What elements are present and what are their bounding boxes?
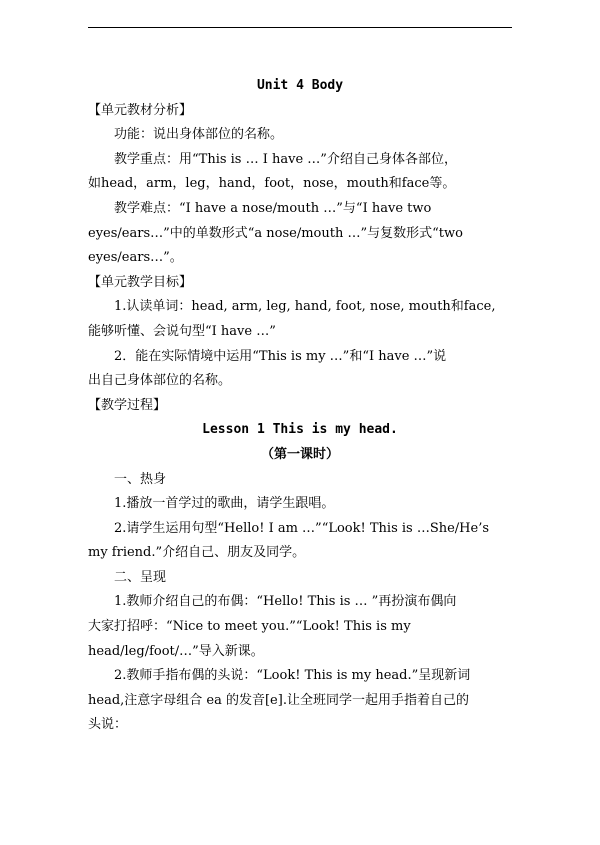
present-step-2-line-1: 2.教师手指布偶的头说：“Look! This is my head.”呈现新词 bbox=[114, 668, 471, 684]
present-step-2-line-3: 头说： bbox=[88, 717, 128, 733]
present-step-1-line-1: 1.教师介绍自己的布偶：“Hello! This is … ”再扮演布偶向 bbox=[114, 594, 457, 610]
section-heading-analysis: 【单元教材分析】 bbox=[88, 102, 193, 118]
warmup-step-1: 1.播放一首学过的歌曲，请学生跟唱。 bbox=[114, 496, 335, 512]
goal-1-line-1: 1.认读单词：head, arm, leg, hand, foot, nose, mouth和face, bbox=[114, 299, 496, 315]
difficulty-line-1: 教学难点：“I have a nose/mouth …”与“I have two bbox=[114, 200, 432, 216]
goal-2-line-2: 出自己身体部位的名称。 bbox=[88, 373, 232, 389]
warmup-step-2-line-2: my friend.”介绍自己、朋友及同学。 bbox=[88, 545, 306, 561]
function-line: 功能：说出身体部位的名称。 bbox=[114, 127, 284, 143]
document-title: Unit 4 Body bbox=[256, 78, 344, 93]
lesson-title: Lesson 1 This is my head. bbox=[202, 422, 398, 438]
warmup-heading: 一、热身 bbox=[114, 471, 167, 487]
present-step-1-line-2: 大家打招呼：“Nice to meet you.”“Look! This is my bbox=[88, 619, 411, 635]
goal-2-line-1: 2．能在实际情境中运用“This is my …”和“I have …”说 bbox=[114, 348, 447, 364]
present-step-2-line-2: head,注意字母组合 ea 的发音[e].让全班同学一起用手指着自己的 bbox=[88, 692, 469, 708]
header-rule bbox=[88, 27, 512, 28]
section-heading-goals: 【单元教学目标】 bbox=[88, 274, 193, 290]
focus-line-2: 如head，arm，leg，hand，foot，nose，mouth和face等。 bbox=[88, 176, 456, 192]
focus-line-1: 教学重点：用“This is … I have …”介绍自己身体各部位， bbox=[114, 151, 457, 167]
difficulty-line-3: eyes/ears…”。 bbox=[88, 250, 183, 266]
goal-1-line-2: 能够听懂、会说句型“I have …” bbox=[88, 323, 276, 339]
document-body bbox=[88, 74, 512, 738]
difficulty-line-2: eyes/ears…”中的单数形式“a nose/mouth …”与复数形式“two bbox=[88, 225, 463, 241]
section-heading-process: 【教学过程】 bbox=[88, 397, 167, 413]
warmup-step-2-line-1: 2.请学生运用句型“Hello! I am …”“Look! This is …She/He’s bbox=[114, 520, 490, 536]
present-step-1-line-3: head/leg/foot/…”导入新课。 bbox=[88, 643, 264, 659]
lesson-subtitle: （第一课时） bbox=[260, 446, 339, 462]
present-heading: 二、呈现 bbox=[114, 569, 167, 585]
